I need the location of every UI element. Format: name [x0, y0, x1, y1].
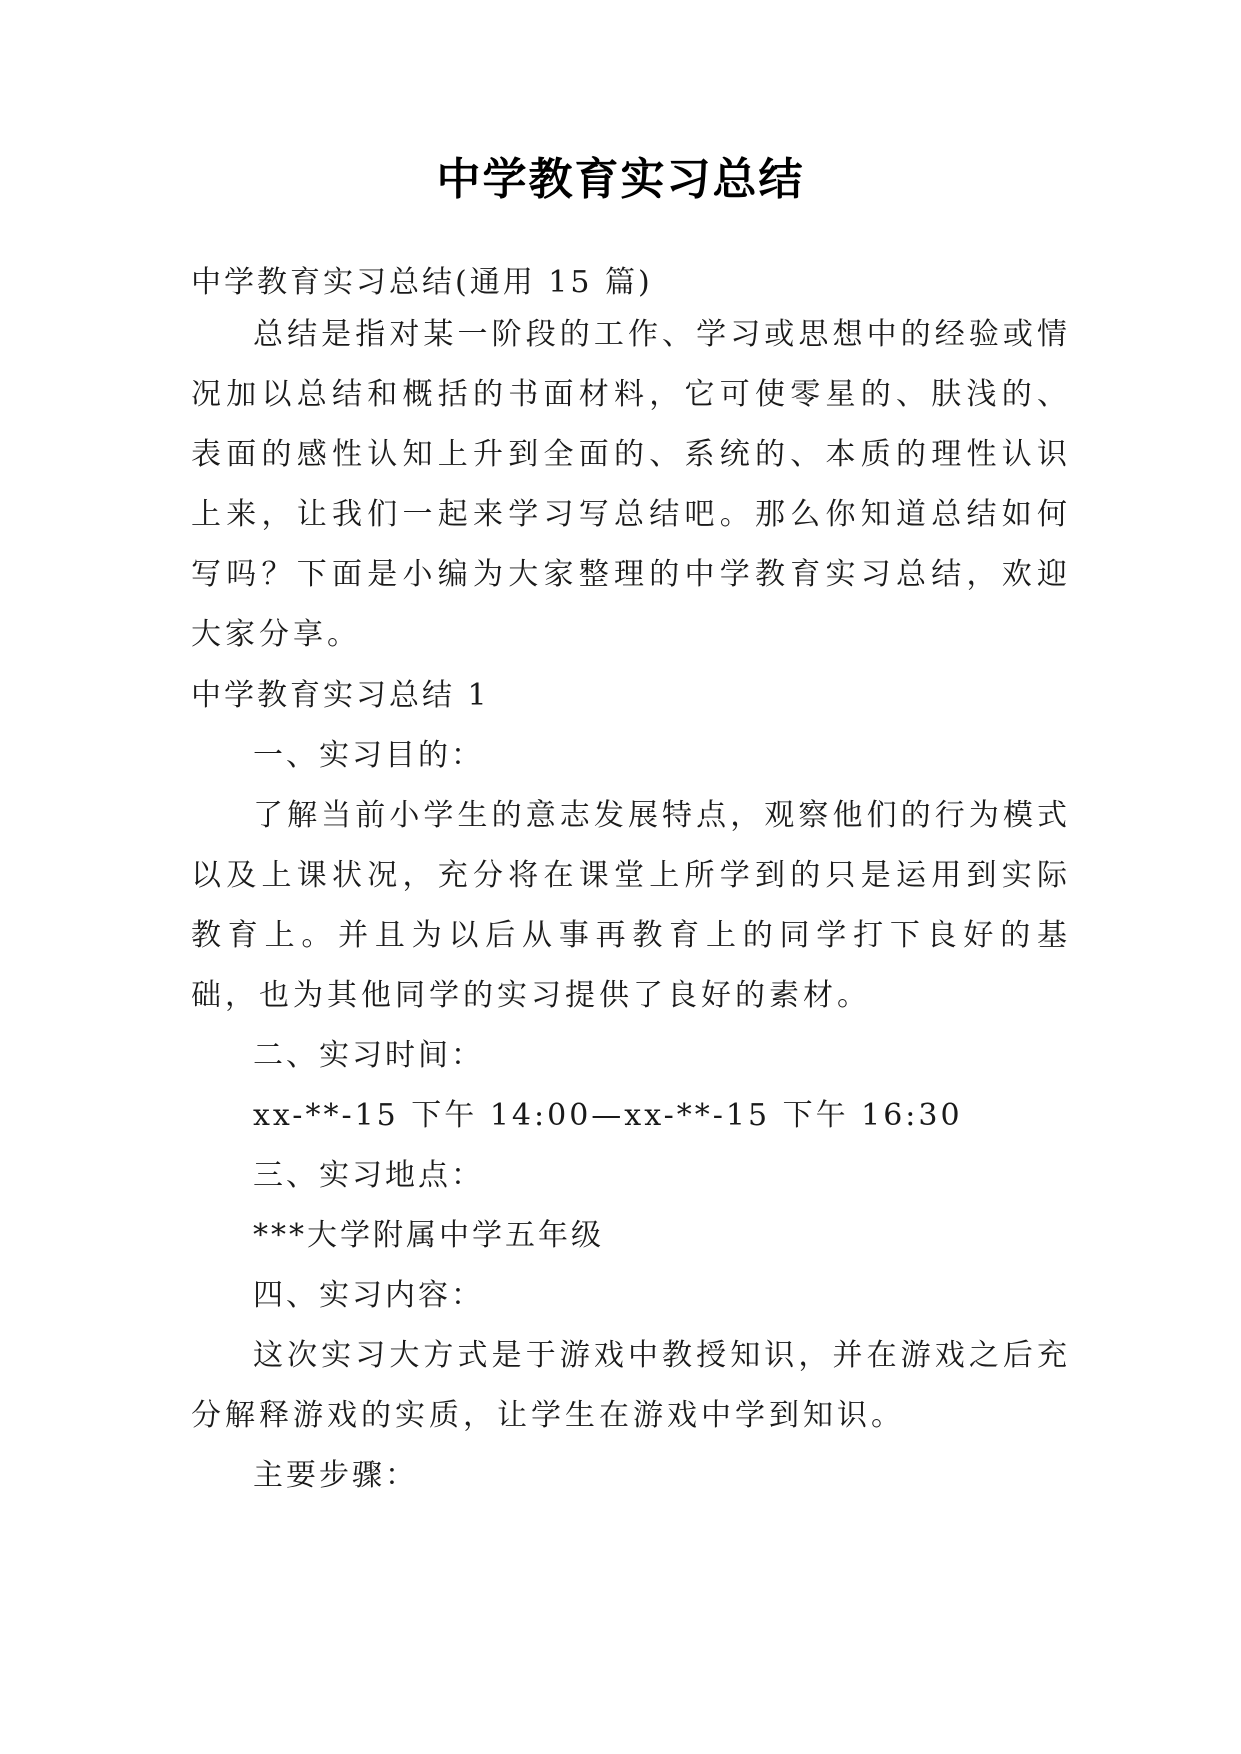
section-1-block — [191, 666, 1071, 1506]
purpose-paragraph: 了解当前小学生的意志发展特点，观察他们的行为模式以及上课状况，充分将在课堂上所学到的只是运用到实际教育上。并且为以后从事再教育上的同学打下良好的基础，也为其他同学的实习提供了良好的素材。 — [191, 798, 1071, 1013]
time-text: xx-**-15 下午 14:00—xx-**-15 下午 16:30 — [253, 1098, 963, 1133]
place-heading: 三、实习地点： — [253, 1158, 484, 1193]
place-text: ***大学附属中学五年级 — [253, 1218, 604, 1253]
content-heading: 四、实习内容： — [253, 1278, 484, 1313]
steps-heading: 主要步骤： — [253, 1458, 418, 1493]
intro-block — [191, 305, 1071, 665]
time-heading: 二、实习时间： — [253, 1038, 484, 1073]
purpose-heading: 一、实习目的： — [253, 738, 484, 773]
intro-paragraph: 总结是指对某一阶段的工作、学习或思想中的经验或情况加以总结和概括的书面材料，它可使零星的、肤浅的、表面的感性认知上升到全面的、系统的、本质的理性认识上来，让我们一起来学习写总结吧。那么你知道总结如何写吗？下面是小编为大家整理的中学教育实习总结，欢迎大家分享。 — [191, 317, 1071, 652]
document-subtitle: 中学教育实习总结(通用 15 篇) — [191, 265, 653, 300]
content-paragraph: 这次实习大方式是于游戏中教授知识，并在游戏之后充分解释游戏的实质，让学生在游戏中学到知识。 — [191, 1338, 1071, 1433]
document-title: 中学教育实习总结 — [436, 154, 805, 205]
section-title: 中学教育实习总结 1 — [191, 678, 490, 713]
document-subtitle-block — [191, 253, 1071, 313]
